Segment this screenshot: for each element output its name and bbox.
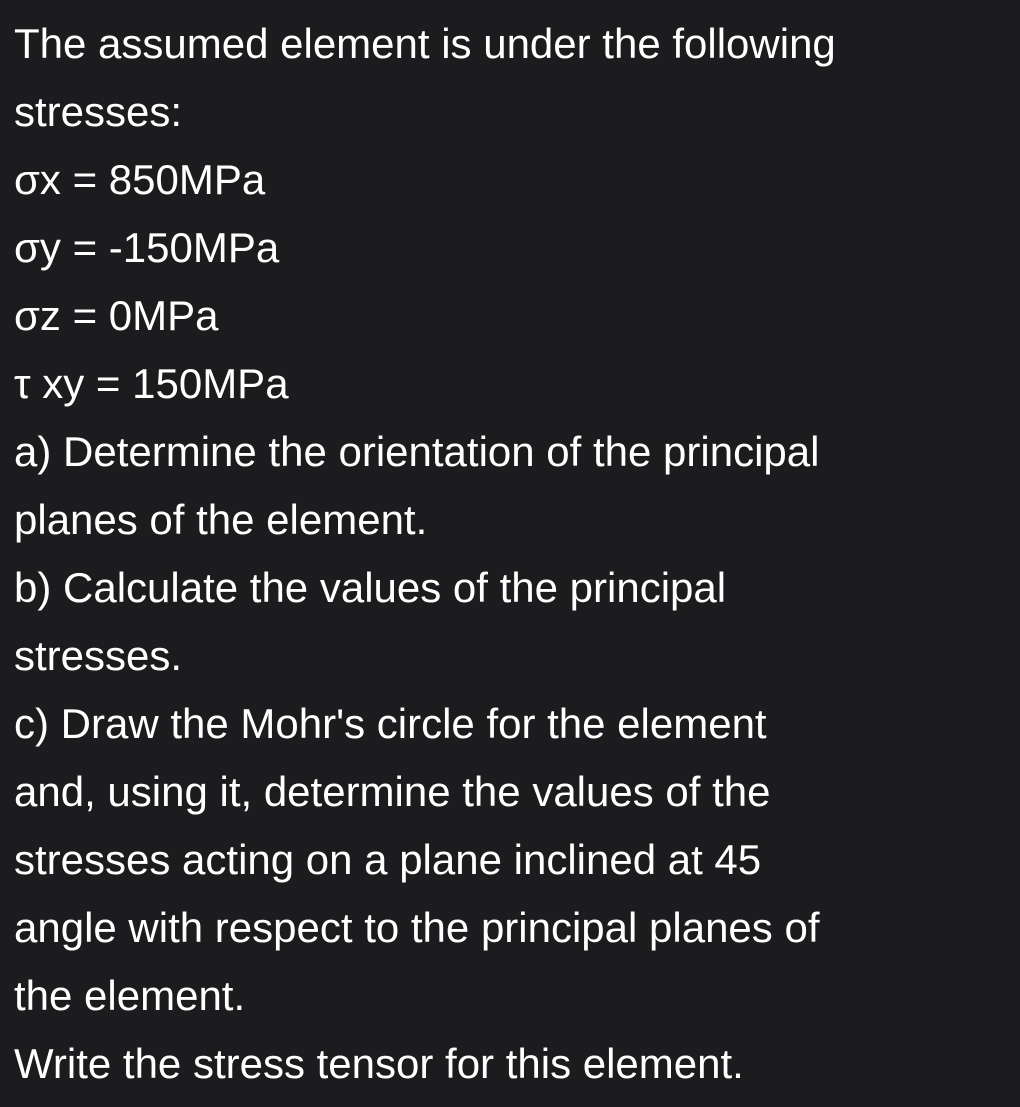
question-b-line-2: stresses. (14, 632, 183, 679)
problem-text (14, 10, 1014, 1098)
question-a-line-2: planes of the element. (14, 496, 428, 543)
sigma-y-value: σy = -150MPa (14, 224, 280, 271)
sigma-z-value: σz = 0MPa (14, 292, 219, 339)
stress-tensor-instruction: Write the stress tensor for this element. (14, 1040, 744, 1087)
tau-xy-value: τ xy = 150MPa (14, 360, 289, 407)
question-c-line-5: the element. (14, 972, 246, 1019)
question-a-line-1: a) Determine the orientation of the principal (14, 428, 820, 475)
question-b-line-1: b) Calculate the values of the principal (14, 564, 727, 611)
question-c-line-4: angle with respect to the principal planes of (14, 904, 820, 951)
question-c-line-2: and, using it, determine the values of the (14, 768, 771, 815)
question-c-line-1: c) Draw the Mohr's circle for the element (14, 700, 767, 747)
sigma-x-value: σx = 850MPa (14, 156, 266, 203)
intro-line-2: stresses: (14, 88, 183, 135)
intro-line-1: The assumed element is under the following (14, 20, 836, 67)
question-c-line-3: stresses acting on a plane inclined at 45 (14, 836, 762, 883)
